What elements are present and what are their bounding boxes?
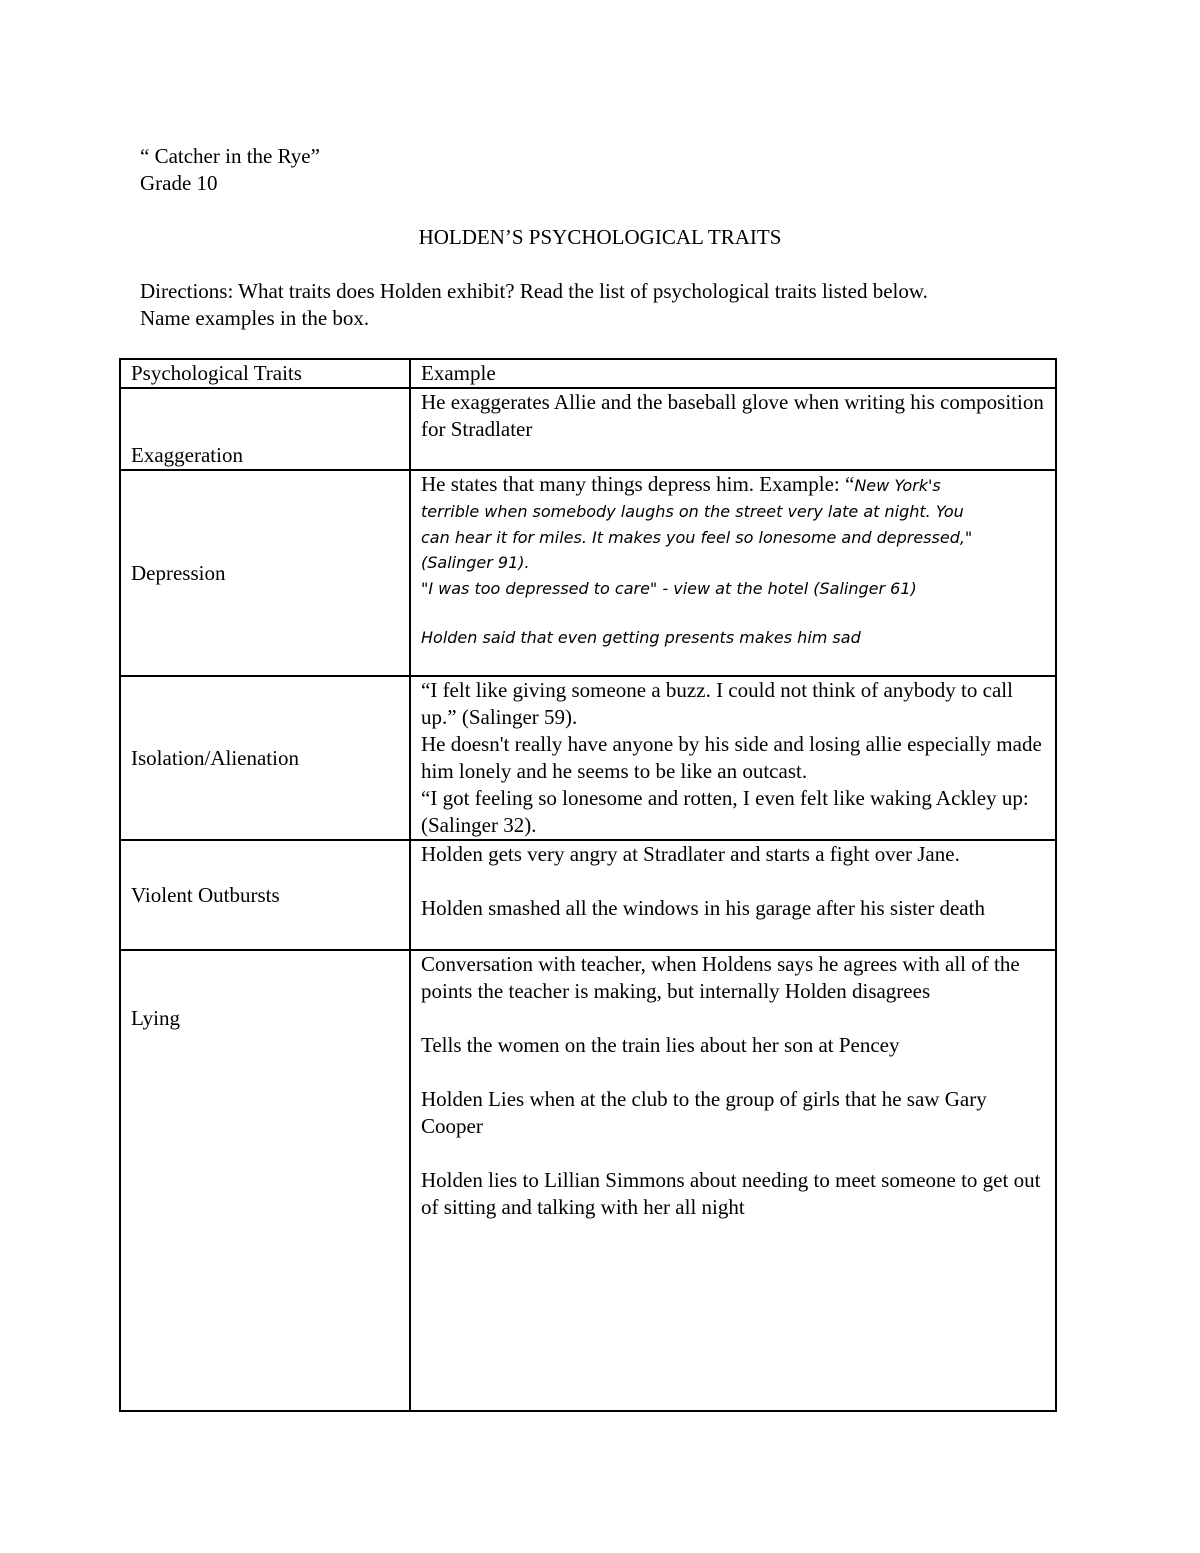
trait-lying-label: Lying — [131, 1006, 181, 1030]
quote-line: can hear it for miles. It makes you feel so lonesome and depressed," — [421, 527, 973, 547]
example-text: Tells the women on the train lies about her son at Pencey — [421, 1033, 900, 1057]
directions-line-1: Directions: What traits does Holden exhibit? Read the list of psychological traits listed below. — [140, 279, 928, 303]
quote-line: (Salinger 91). — [421, 553, 530, 572]
trait-violent-outbursts: Violent Outbursts — [120, 840, 410, 950]
table-row — [120, 388, 1056, 470]
example-text — [421, 471, 1045, 499]
worksheet-heading: HOLDEN’S PSYCHOLOGICAL TRAITS — [418, 225, 782, 249]
traits-table — [119, 358, 1057, 1412]
quote-start: New York's — [854, 476, 941, 495]
grade-label: Grade 10 — [140, 171, 218, 195]
example-lying — [410, 950, 1056, 1411]
example-text: Conversation with teacher, when Holdens says he agrees with all of the points the teacher is making, but internally Holden disagrees — [421, 952, 1020, 1003]
quote-line: terrible when somebody laughs on the street very late at night. You — [421, 502, 964, 521]
table-row — [120, 840, 1056, 950]
example-text: He doesn't really have anyone by his side and losing allie especially made him lonely and he seems to be like an outcast. — [421, 732, 1042, 783]
trait-exaggeration: Exaggeration — [120, 388, 410, 470]
example-text: Holden Lies when at the club to the group of girls that he saw Gary Cooper — [421, 1087, 987, 1138]
example-intro: He states that many things depress him. Example: “ — [421, 472, 855, 496]
example-text: Holden lies to Lillian Simmons about needing to meet someone to get out of sitting and talking with her all night — [421, 1168, 1041, 1219]
example-text: He exaggerates Allie and the baseball glove when writing his composition for Stradlater — [421, 390, 1044, 441]
directions — [140, 278, 1070, 332]
quote-line: "I was too depressed to care" - view at the hotel (Salinger 61) — [421, 578, 917, 598]
example-exaggeration — [410, 388, 1056, 470]
example-violent-outbursts — [410, 840, 1056, 950]
trait-lying — [120, 950, 410, 1411]
table-row — [120, 676, 1056, 840]
example-text: “I felt like giving someone a buzz. I could not think of anybody to call up.” (Salinger 59). — [421, 678, 1013, 729]
example-text: Holden gets very angry at Stradlater and starts a fight over Jane. — [421, 842, 960, 866]
example-text: “I got feeling so lonesome and rotten, I even felt like waking Ackley up: (Salinger 32). — [421, 786, 1029, 837]
header-psychological-traits: Psychological Traits — [120, 359, 410, 388]
table-header-row — [120, 359, 1056, 388]
example-isolation — [410, 676, 1056, 840]
table-row — [120, 950, 1056, 1411]
header-example: Example — [410, 359, 1056, 388]
trait-isolation-alienation: Isolation/Alienation — [120, 676, 410, 840]
directions-line-2: Name examples in the box. — [140, 306, 370, 330]
quote-line: Holden said that even getting presents makes him sad — [421, 628, 861, 647]
trait-depression: Depression — [120, 470, 410, 676]
example-depression — [410, 470, 1056, 676]
table-row — [120, 470, 1056, 676]
document-title: “ Catcher in the Rye” — [140, 144, 320, 168]
example-text: Holden smashed all the windows in his garage after his sister death — [421, 896, 985, 920]
